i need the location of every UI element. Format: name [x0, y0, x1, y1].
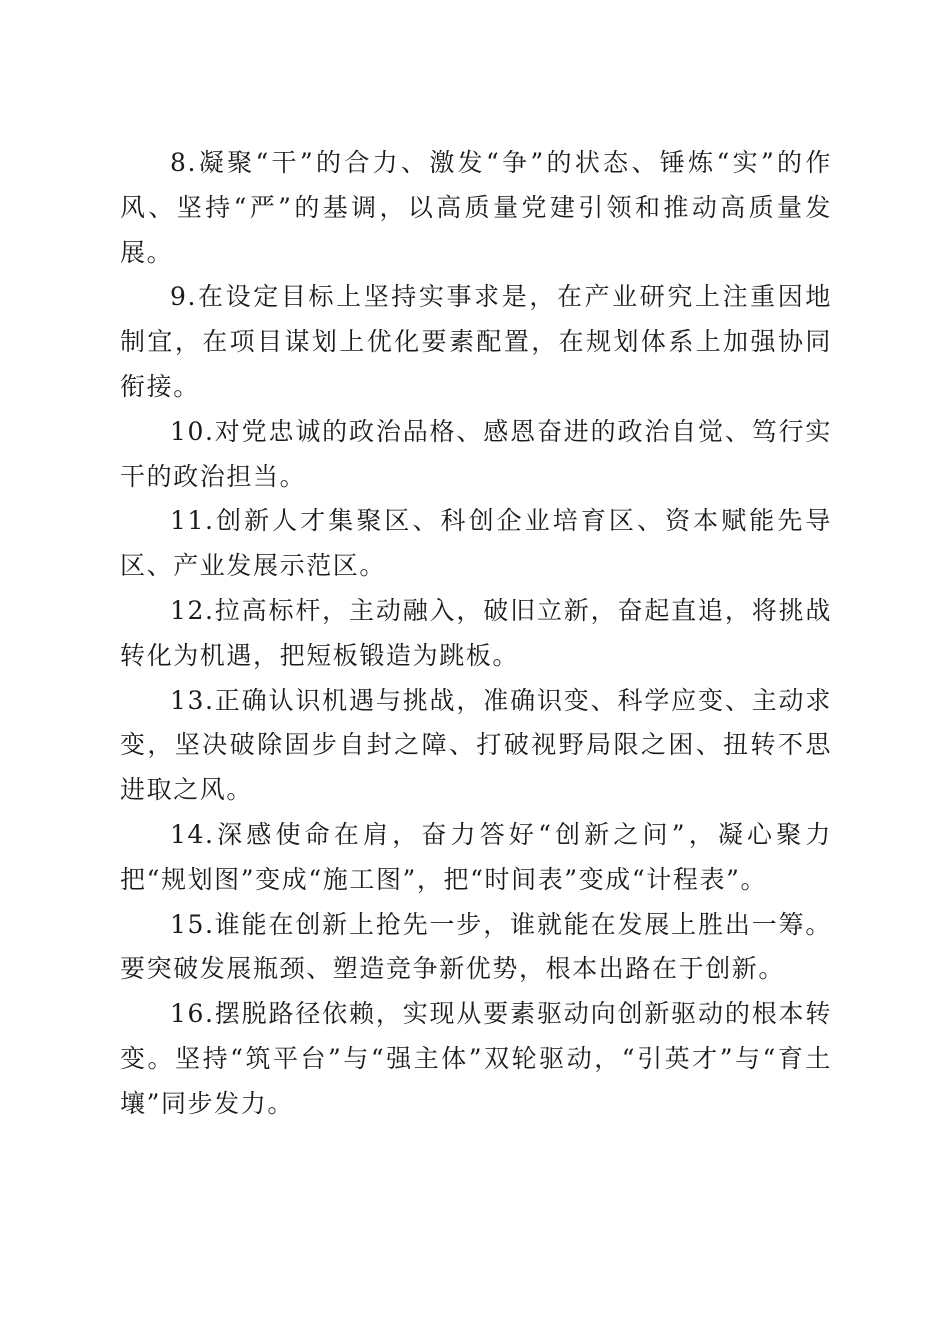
paragraph-11: 11.创新人才集聚区、科创企业培育区、资本赋能先导区、产业发展示范区。 [120, 506, 832, 581]
paragraph-9: 9.在设定目标上坚持实事求是，在产业研究上注重因地制宜，在项目谋划上优化要素配置，在规划体系上加强协同衔接。 [120, 282, 832, 401]
paragraph-14: 14.深感使命在肩，奋力答好“创新之问”，凝心聚力把“规划图”变成“施工图”，把“时间表”变成“计程表”。 [120, 819, 832, 894]
paragraph-10: 10.对党忠诚的政治品格、感恩奋进的政治自觉、笃行实干的政治担当。 [120, 416, 832, 491]
paragraph-12: 12.拉高标杆，主动融入，破旧立新，奋起直追，将挑战转化为机遇，把短板锻造为跳板。 [120, 595, 832, 670]
paragraph-16: 16.摆脱路径依赖，实现从要素驱动向创新驱动的根本转变。坚持“筑平台”与“强主体”双轮驱动，“引英才”与“育土壤”同步发力。 [120, 999, 832, 1118]
paragraph-15: 15.谁能在创新上抢先一步，谁就能在发展上胜出一筹。要突破发展瓶颈、塑造竞争新优势，根本出路在于创新。 [120, 909, 832, 984]
paragraph-13: 13.正确认识机遇与挑战，准确识变、科学应变、主动求变，坚决破除固步自封之障、打破视野局限之困、扭转不思进取之风。 [120, 685, 832, 805]
paragraph-8: 8.凝聚“干”的合力、激发“争”的状态、锤炼“实”的作风、坚持“严”的基调，以高质量党建引领和推动高质量发展。 [120, 148, 832, 267]
document-body [120, 141, 832, 1127]
